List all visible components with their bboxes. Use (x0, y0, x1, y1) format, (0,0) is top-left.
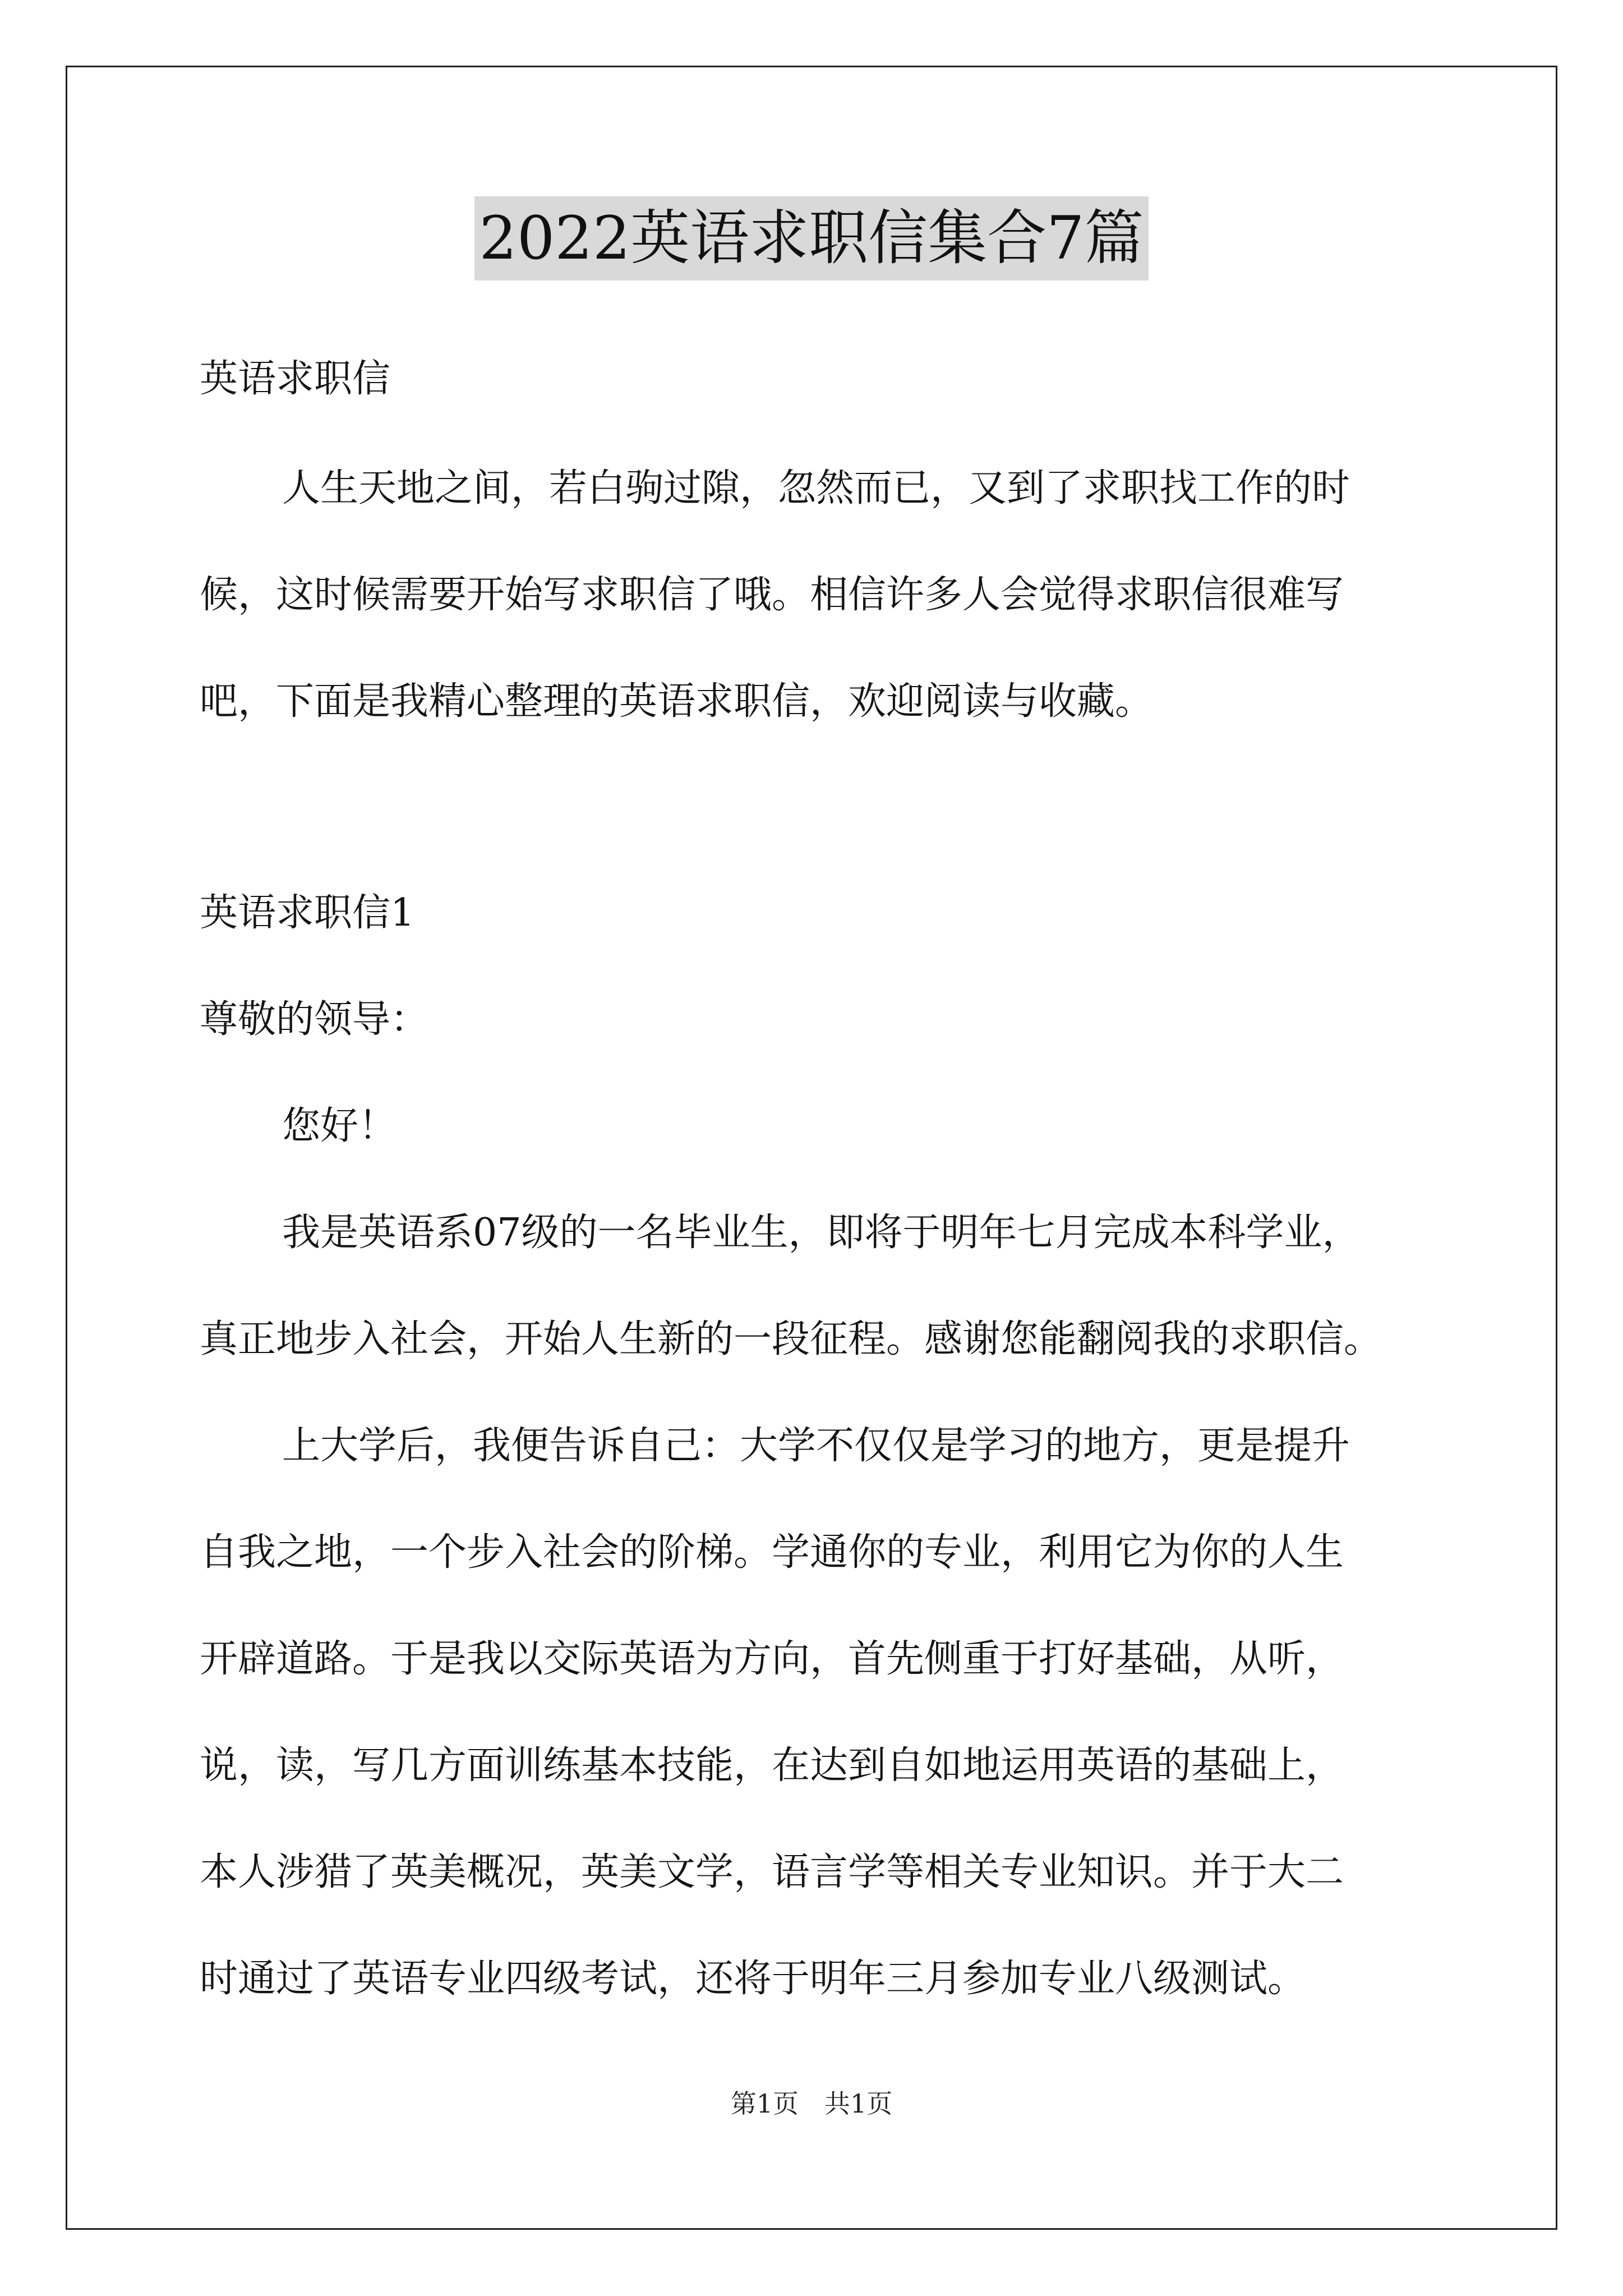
paragraph-line: 吧，下面是我精心整理的英语求职信，欢迎阅读与收藏。 (200, 679, 1154, 724)
document-title: 2022英语求职信集合7篇 (474, 196, 1148, 280)
title-container (0, 196, 1623, 280)
salutation: 尊敬的领导： (200, 997, 429, 1042)
paragraph-line: 候，这时候需要开始写求职信了哦。相信许多人会觉得求职信很难写 (200, 573, 1344, 617)
paragraph-line: 真正地步入社会，开始人生新的一段征程。感谢您能翻阅我的求职信。 (200, 1317, 1382, 1361)
paragraph-line: 时通过了英语专业四级考试，还将于明年三月参加专业八级测试。 (200, 1957, 1306, 2001)
paragraph-line: 我是英语系07级的一名毕业生，即将于明年七月完成本科学业， (282, 1211, 1361, 1255)
paragraph-line: 人生天地之间，若白驹过隙，忽然而已，又到了求职找工作的时 (282, 466, 1350, 510)
paragraph-line: 本人涉猎了英美概况，英美文学，语言学等相关专业知识。并于大二 (200, 1850, 1344, 1894)
paragraph-line: 上大学后，我便告诉自己：大学不仅仅是学习的地方，更是提升 (282, 1424, 1350, 1468)
greeting: 您好！ (282, 1104, 397, 1148)
letter-heading: 英语求职信1 (200, 891, 415, 935)
section-heading: 英语求职信 (200, 357, 391, 401)
paragraph-line: 自我之地，一个步入社会的阶梯。学通你的专业，利用它为你的人生 (200, 1530, 1344, 1575)
page-number-footer: 第1页 共1页 (730, 2088, 893, 2119)
paragraph-line: 说，读，写几方面训练基本技能，在达到自如地运用英语的基础上， (200, 1743, 1344, 1788)
paragraph-line: 开辟道路。于是我以交际英语为方向，首先侧重于打好基础，从听， (200, 1637, 1344, 1681)
